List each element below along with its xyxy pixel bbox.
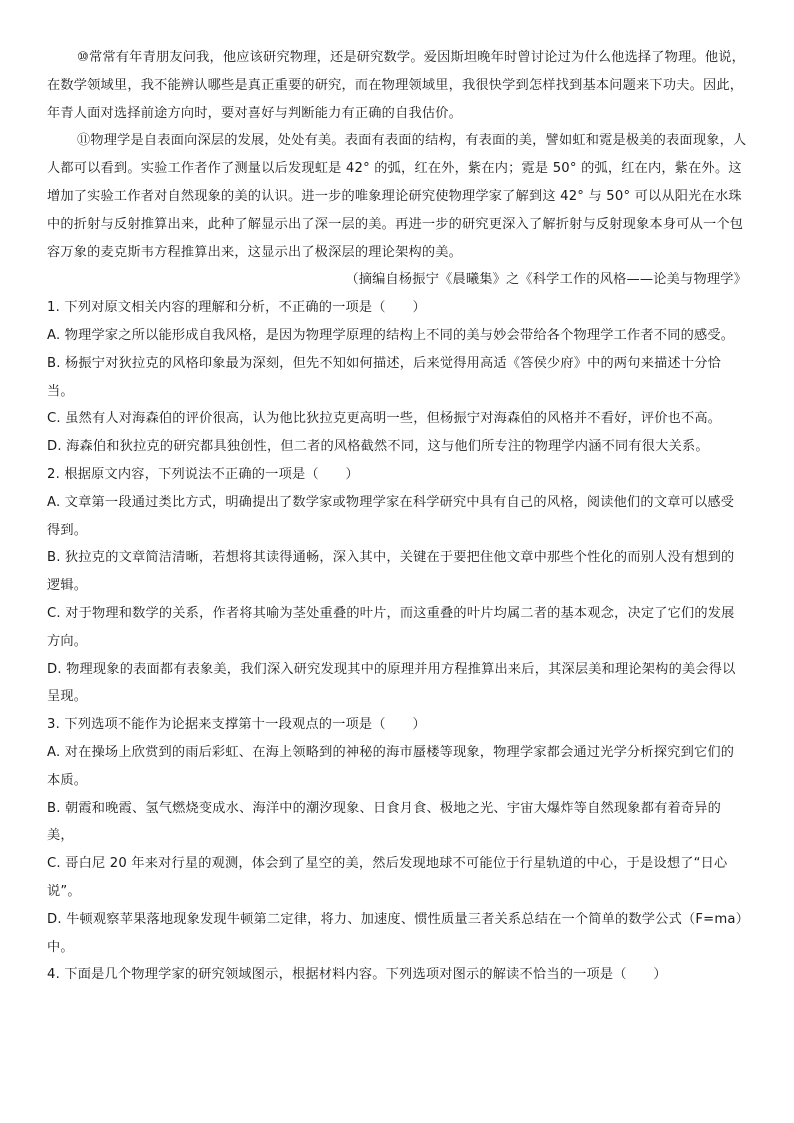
question-1	[47, 294, 747, 461]
option-d: D. 牛顿观察苹果落地现象发现牛顿第二定律，将力、加速度、惯性质量三者关系总结在一个简单的数学公式（F=ma）中。	[47, 911, 743, 955]
question-3	[47, 711, 747, 961]
question-stem: 3. 下列选项不能作为论据来支撑第十一段观点的一项是（ ）	[47, 717, 426, 733]
source-citation: （摘编自杨振宁《晨曦集》之《科学工作的风格——论美与物理学》	[345, 272, 747, 288]
paragraph-10: ⑩常常有年青朋友问我，他应该研究物理，还是研究数学。爱因斯坦晚年时曾讨论过为什么他选择了物理。他说，在数学领域里，我不能辨认哪些是真正重要的研究，而在物理领域里，我很快学到怎样找到基本问题来下功夫。因此，年青人面对选择前途方向时，要对喜好与判断能力有正确的自我估价。	[47, 50, 746, 121]
option-d: D. 物理现象的表面都有表象美，我们深入研究发现其中的原理并用方程推算出来后，其深层美和理论架构的美会得以呈现。	[47, 661, 736, 705]
option-c: C. 对于物理和数学的关系，作者将其喻为茎处重叠的叶片，而这重叠的叶片均属二者的基本观念，决定了它们的发展方向。	[47, 605, 735, 649]
document-page	[47, 44, 747, 989]
paragraph-11: ⑪物理学是自表面向深层的发展，处处有美。表面有表面的结构，有表面的美，譬如虹和霓是极美的表面现象，人人都可以看到。实验工作者作了测量以后发现虹是 42° 的弧，红在外，紫在内；霓是 50° 的弧，红在内，紫在外。这增加了实验工作者对自然现象的美的认识。进一步的唯象理论研究使物理学家了解到这 42° 与 50° 可以从阳光在水珠中的折射与反射推算出来，此种了解显示出了深一层的美。再进一步的研究更深入了解折射与反射现象本身可从一个包容万象的麦克斯韦方程推算出来，这显示出了极深层的理论架构的美。	[47, 133, 747, 260]
option-a: A. 对在操场上欣赏到的雨后彩虹、在海上领略到的神秘的海市蜃楼等现象，物理学家都会通过光学分析探究到它们的本质。	[47, 744, 735, 788]
option-b: B. 杨振宁对狄拉克的风格印象最为深刻，但先不知如何描述，后来觉得用高适《答侯少府》中的两句来描述十分恰当。	[47, 355, 722, 399]
option-c: C. 哥白尼 20 年来对行星的观测，体会到了星空的美，然后发现地球不可能位于行星轨道的中心，于是设想了“日心说”。	[47, 856, 728, 899]
question-2	[47, 461, 747, 711]
option-a: A. 物理学家之所以能形成自我风格，是因为物理学原理的结构上不同的美与妙会带给各个物理学工作者不同的感受。	[47, 327, 735, 343]
option-d: D. 海森伯和狄拉克的研究都具独创性，但二者的风格截然不同，这与他们所专注的物理学内涵不同有很大关系。	[47, 439, 709, 455]
option-c: C. 虽然有人对海森伯的评价很高，认为他比狄拉克更高明一些，但杨振宁对海森伯的风格并不看好，评价也不高。	[47, 411, 722, 427]
option-a: A. 文章第一段通过类比方式，明确提出了数学家或物理学家在科学研究中具有自己的风格，阅读他们的文章可以感受得到。	[47, 494, 735, 538]
question-stem: 2. 根据原文内容，下列说法不正确的一项是（ ）	[47, 466, 359, 482]
option-b: B. 朝霞和晚霞、氢气燃烧变成水、海洋中的潮汐现象、日食月食、极地之光、宇宙大爆炸等自然现象都有着奇异的美，	[47, 800, 722, 844]
option-b: B. 狄拉克的文章简洁清晰，若想将其读得通畅，深入其中，关键在于要把住他文章中那些个性化的而别人没有想到的逻辑。	[47, 550, 735, 594]
question-stem: 1. 下列对原文相关内容的理解和分析，不正确的一项是（ ）	[47, 300, 426, 316]
question-4	[47, 961, 747, 989]
question-stem: 4. 下面是几个物理学家的研究领域图示，根据材料内容。下列选项对图示的解读不恰当的一项是（ ）	[47, 967, 667, 983]
